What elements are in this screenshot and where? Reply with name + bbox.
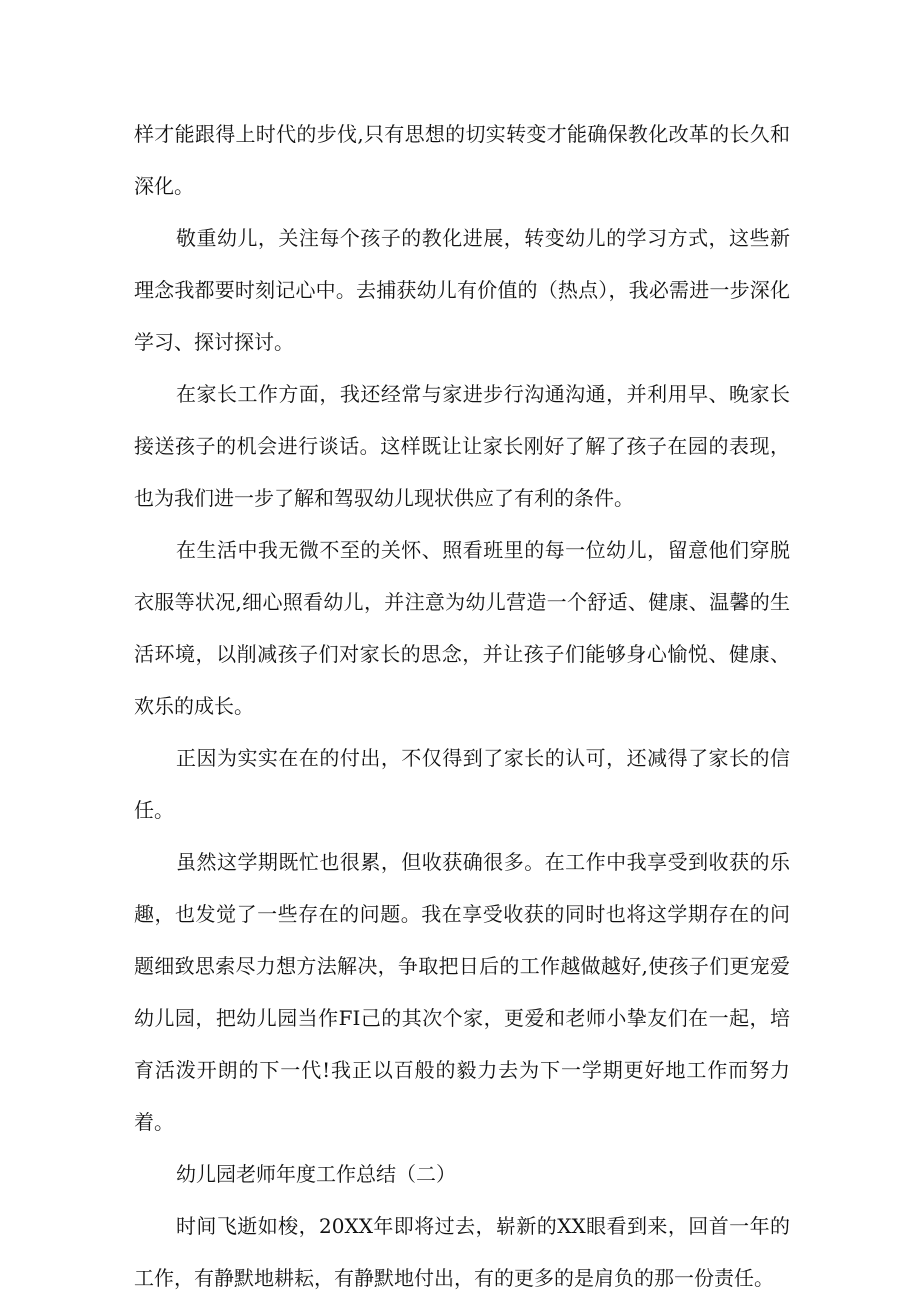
paragraph-daily-care: 在生活中我无微不至的关怀、照看班里的每一位幼儿，留意他们穿脱衣服等状况,细心照看幼儿，并注意为幼儿营造一个舒适、健康、温馨的生活环境，以削减孩子们对家长的思念，并让孩子们能够身心愉悦、健康、欢乐的成长。	[134, 538, 790, 718]
paragraph-year-review: 时间飞逝如梭，20XX年即将过去，崭新的XX眼看到来，回首一年的工作，有静默地耕耘，有静默地付出，有的更多的是肩负的那一份责任。	[134, 1214, 790, 1290]
document-body	[134, 108, 790, 1304]
section-heading: 幼儿园老师年度工作总结（二）	[176, 1162, 456, 1186]
paragraph-continuation: 样才能跟得上时代的步伐,只有思想的切实转变才能确保教化改革的长久和深化。	[134, 122, 790, 198]
paragraph-parent-work: 在家长工作方面，我还经常与家进步行沟通沟通，并利用早、晚家长接送孩子的机会进行谈话。这样既让让家长刚好了解了孩子在园的表现，也为我们进一步了解和驾驭幼儿现状供应了有利的条件。	[134, 382, 790, 510]
paragraph-semester-summary: 虽然这学期既忙也很累，但收获确很多。在工作中我享受到收获的乐趣，也发觉了一些存在的问题。我在享受收获的同时也将这学期存在的问题细致思索尽力想方法解决，争取把日后的工作越做越好,使孩子们更宠爱幼儿园，把幼儿园当作FI己的其次个家，更爱和老师小挚友们在一起，培育活泼开朗的下一代!我正以百般的毅力去为下一学期更好地工作而努力着。	[134, 850, 790, 1134]
paragraph-parent-trust: 正因为实实在在的付出，不仅得到了家长的认可，还减得了家长的信任。	[134, 746, 790, 822]
paragraph-respect-children: 敬重幼儿，关注每个孩子的教化进展，转变幼儿的学习方式，这些新理念我都要时刻记心中。去捕获幼儿有价值的（热点），我必需进一步深化学习、探讨探讨。	[134, 226, 790, 354]
